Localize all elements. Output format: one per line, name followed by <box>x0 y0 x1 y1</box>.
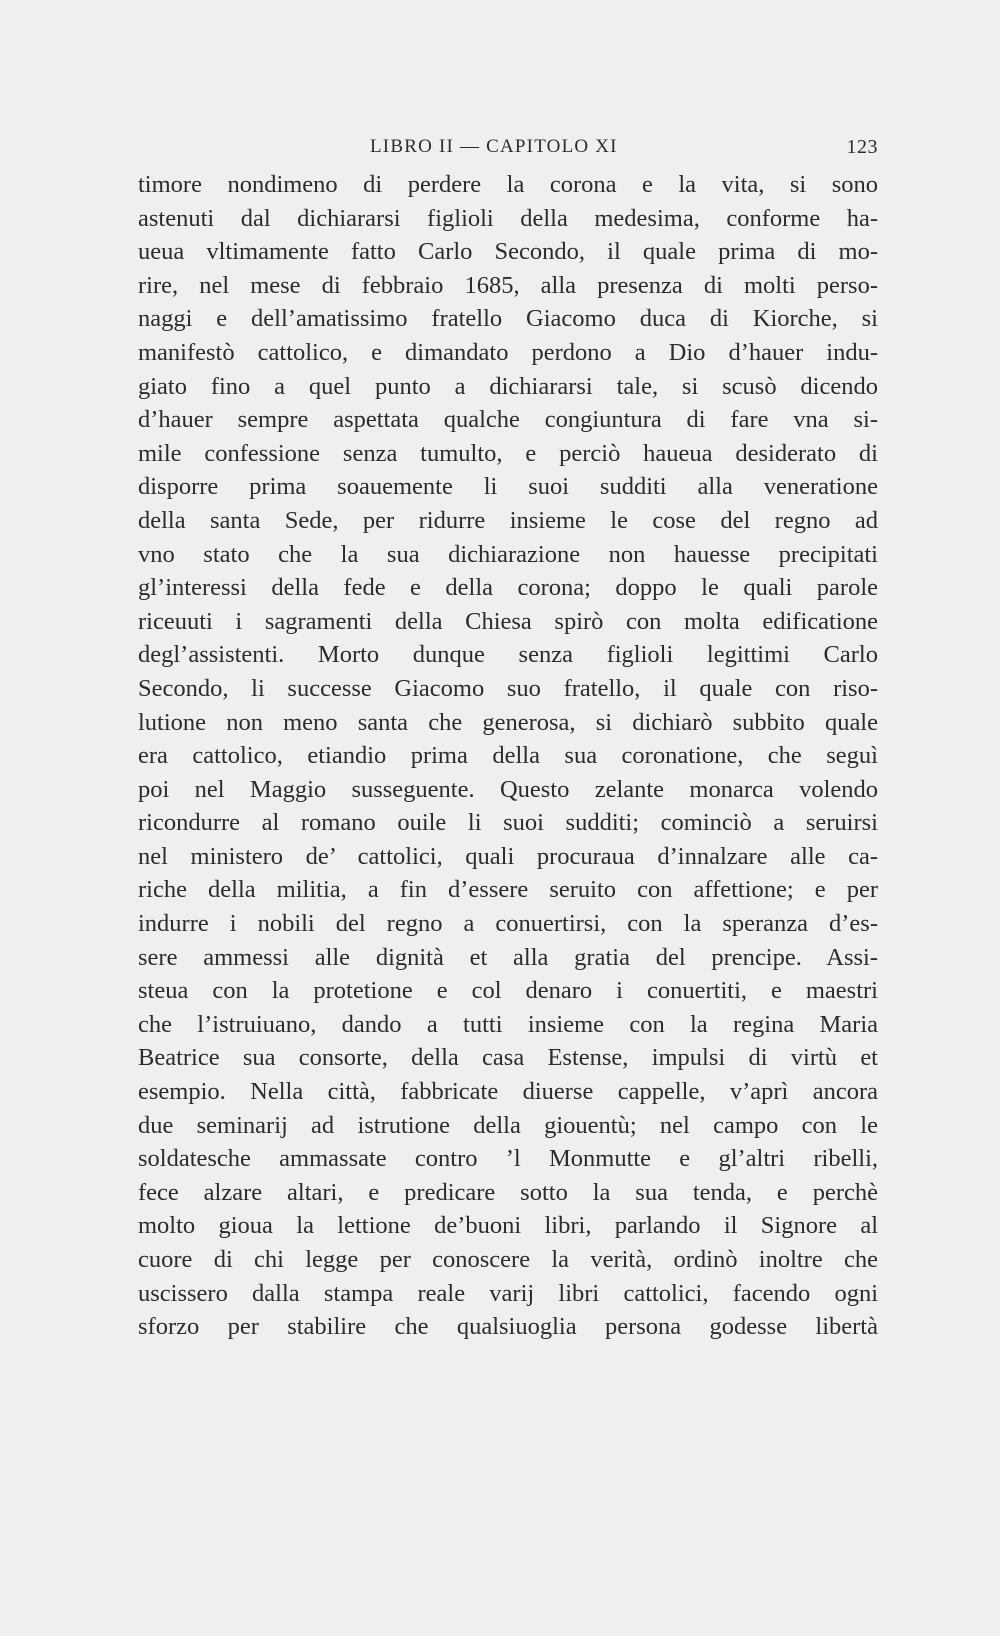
text-line: fece alzare altari, e predicare sotto la sua tenda, e perchè <box>138 1178 878 1206</box>
text-line: manifestò cattolico, e dimandato perdono a Dio d’hauer indu- <box>138 338 878 366</box>
text-line: indurre i nobili del regno a conuertirsi, con la speranza d’es- <box>138 910 878 938</box>
text-line: ueua vltimamente fatto Carlo Secondo, il quale prima di mo- <box>138 238 878 266</box>
text-line: nel ministero de’ cattolici, quali procuraua d’innalzare alle ca- <box>138 842 878 870</box>
text-line: giato fino a quel punto a dichiararsi tale, si scusò dicendo <box>138 372 878 400</box>
text-line: lutione non meno santa che generosa, si dichiarò subbito quale <box>138 708 878 736</box>
text-line: riceuuti i sagramenti della Chiesa spirò con molta edificatione <box>138 607 878 635</box>
text-line: Beatrice sua consorte, della casa Estense, impulsi di virtù et <box>138 1044 878 1072</box>
text-line: steua con la protetione e col denaro i conuertiti, e maestri <box>138 977 878 1005</box>
text-line: riche della militia, a fin d’essere seruito con affettione; e per <box>138 876 878 904</box>
text-line: molto gioua la lettione de’buoni libri, parlando il Signore al <box>138 1212 878 1240</box>
text-line: ricondurre al romano ouile li suoi sudditi; cominciò a seruirsi <box>138 809 878 837</box>
text-line: cuore di chi legge per conoscere la verità, ordinò inoltre che <box>138 1246 878 1273</box>
text-line: uscissero dalla stampa reale varij libri cattolici, facendo ogni <box>138 1279 878 1307</box>
text-line: degl’assistenti. Morto dunque senza figlioli legittimi Carlo <box>138 641 878 669</box>
text-line: vno stato che la sua dichiarazione non hauesse precipitati <box>138 540 878 568</box>
text-line: due seminarij ad istrutione della giouentù; nel campo con le <box>138 1111 878 1139</box>
text-line: soldatesche ammassate contro ’l Monmutte e gl’altri ribelli, <box>138 1145 878 1173</box>
text-line: naggi e dell’amatissimo fratello Giacomo duca di Kiorche, si <box>138 305 878 333</box>
text-line: sforzo per stabilire che qualsiuoglia persona godesse libertà <box>138 1313 878 1341</box>
text-line: disporre prima soauemente li suoi sudditi alla veneratione <box>138 473 878 501</box>
text-line: rire, nel mese di febbraio 1685, alla presenza di molti perso- <box>138 271 878 299</box>
body-text <box>138 168 878 1344</box>
text-line: astenuti dal dichiararsi figlioli della medesima, conforme ha- <box>138 204 878 232</box>
text-line: gl’interessi della fede e della corona; doppo le quali parole <box>138 574 878 602</box>
text-line: mile confessione senza tumulto, e perciò haueua desiderato di <box>138 439 878 467</box>
text-line: d’hauer sempre aspettata qualche congiuntura di fare vna si- <box>138 406 878 434</box>
chapter-heading: LIBRO II — CAPITOLO XI <box>370 136 618 157</box>
running-head <box>138 136 878 162</box>
text-line: timore nondimeno di perdere la corona e la vita, si sono <box>138 171 878 198</box>
text-line: sere ammessi alle dignità et alla gratia del prencipe. Assi- <box>138 943 878 971</box>
text-line: era cattolico, etiandio prima della sua coronatione, che seguì <box>138 742 878 770</box>
text-line: della santa Sede, per ridurre insieme le cose del regno ad <box>138 506 878 534</box>
page-number: 123 <box>846 136 878 158</box>
text-line: Secondo, li successe Giacomo suo fratello, il quale con riso- <box>138 674 878 702</box>
text-line: esempio. Nella città, fabbricate diuerse cappelle, v’aprì ancora <box>138 1078 878 1106</box>
text-line: che l’istruiuano, dando a tutti insieme con la regina Maria <box>138 1010 878 1038</box>
text-line: poi nel Maggio susseguente. Questo zelante monarca volendo <box>138 775 878 803</box>
